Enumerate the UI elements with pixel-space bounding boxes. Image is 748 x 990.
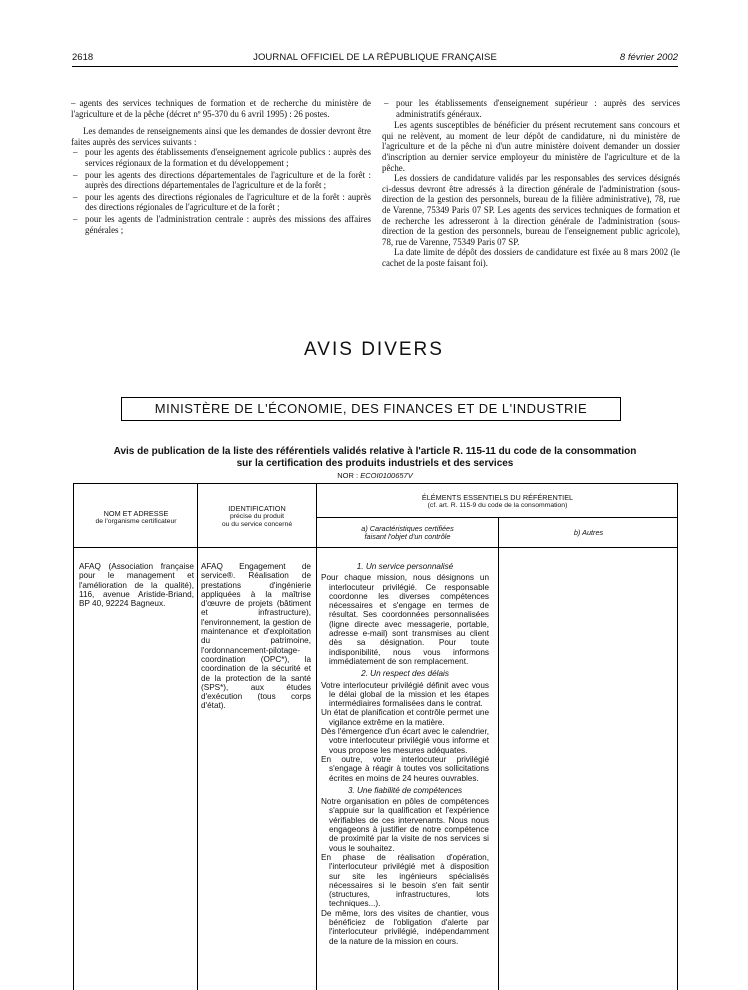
list-item: – agents des services techniques de formation et de recherche du ministère de l'agriculture et de la pêche (décret nº 95-370 du 6 avril 1995) : 26 postes. (71, 98, 371, 119)
row-divider (74, 547, 678, 548)
paragraph: En phase de réalisation d'opération, l'interlocuteur privilégié met à disposition sur site les ingénieurs spécialisés nécessaires si le besoin s'en fait sentir (structures, infrastructures, lots techniques...). (321, 852, 489, 909)
column-header-identification: IDENTIFICATION précise du produit ou du service concerné (221, 504, 293, 529)
page-number: 2618 (72, 52, 94, 63)
paragraph: Les agents susceptibles de bénéficier du présent recrutement sans concours et qui ne relèvent, au moment de leur dépôt de candidature, ni du ministère de l'agriculture et de la pêche ni d'un autre ministère doivent demander un dossier d'inscription au dernier service employeur du ministère de l'agriculture et de la pêche. (382, 120, 680, 173)
paragraph: En outre, votre interlocuteur privilégié s'engage à réagir à toutes vos sollicitations écrites en moins de 24 heures ouvrables. (321, 754, 489, 783)
list-item: – pour les agents des directions départementales de l'agriculture et de la forêt : auprès des directions départementales de l'agriculture et de la forêt ; (73, 169, 371, 191)
column-header-caracteristiques: a) Caractéristiques certifiées faisant l'objet d'un contrôle (361, 524, 454, 542)
paragraph: Les dossiers de candidature validés par les responsables des services désignés ci-dessus devront être adressés à la direction générale de l'administration (sous-direction de la gestion des personnels, bureau de la filière administrative), 78, rue de Varenne, 75349 Paris 07 SP. Les agents des services techniques de formation et de recherche les adresseront à la direction générale de l'administration (sous-direction de la gestion des personnels, bureau de l'enseignement public agricole), 78, rue de Varenne, 75349 Paris 07 SP. (382, 173, 680, 247)
left-column (71, 98, 371, 236)
list-item: – pour les agents des directions régionales de l'agriculture et de la forêt : auprès des directions régionales de l'agriculture et de la forêt ; (73, 191, 371, 213)
cell-caracteristiques (321, 562, 489, 946)
running-header (72, 52, 678, 64)
column-divider (316, 484, 317, 990)
paragraph: Dès l'émergence d'un écart avec le calendrier, votre interlocuteur privilégié vous informe et vous propose les mesures adéquates. (321, 727, 489, 755)
column-divider (197, 484, 198, 990)
column-divider (498, 517, 499, 990)
paragraph: De même, lors des visites de chantier, vous bénéficiez de l'obligation d'alerte par l'interlocuteur privilégié, indépendamment de la nature de la mission en cours. (321, 908, 489, 946)
journal-title: JOURNAL OFFICIEL DE LA RÉPUBLIQUE FRANÇAISE (253, 52, 497, 63)
right-column (382, 98, 680, 269)
paragraph: La date limite de dépôt des dossiers de candidature est fixée au 8 mars 2002 (le cachet de la poste faisant foi). (382, 247, 680, 268)
issue-date: 8 février 2002 (619, 52, 678, 63)
list-item: – pour les établissements d'enseignement supérieur : auprès des services administratifs généraux. (384, 98, 680, 119)
section-title: 1. Un service personnalisé (356, 562, 454, 571)
paragraph: Pour chaque mission, nous désignons un interlocuteur privilégié. Ce responsable coordonne les diverses compétences nécessaires et s'engage en termes de résultat. Ses coordonnées personnalisées (ligne directe avec messagerie, portable, adresse e-mail) sont transmises au client dès sa désignation. Pour toute indisponibilité, nous vous informons immédiatement de son remplacement. (321, 573, 489, 666)
paragraph: Notre organisation en pôles de compétences s'appuie sur la qualification et l'expérience vérifiables de ces intervenants. Nous nous engageons à justifier de notre compétence de proximité par la visite de nos services si vous le souhaitez. (321, 797, 489, 853)
nor-reference: NOR : ECOI0100657V (337, 471, 413, 480)
section-title: 2. Un respect des délais (361, 669, 449, 679)
referentiels-table (73, 483, 678, 990)
section-heading: AVIS DIVERS (304, 339, 444, 360)
column-header-organisme: NOM ET ADRESSE de l'organisme certificateur (95, 509, 177, 526)
services-list (71, 147, 371, 235)
paragraph: Votre interlocuteur privilégié définit avec vous le délai global de la mission et les étapes intermédiaires formalisées dans le contrat. (321, 680, 489, 709)
publication-title: Avis de publication de la liste des référentiels validés relative à l'article R. 115-11 du code de la consommation sur la certification des produits industriels et des services (113, 446, 637, 469)
paragraph: Un état de planification et contrôle permet une vigilance extrême en la matière. (321, 708, 489, 727)
section-title: 3. Une fiabilité de compétences (347, 785, 463, 795)
column-header-autres: b) Autres (573, 528, 604, 537)
list-item: – pour les agents des établissements d'enseignement agricole publics : auprès des services régionaux de la formation et du développement ; (73, 147, 371, 168)
group-header-elements: ÉLÉMENTS ESSENTIELS DU RÉFÉRENTIEL (cf. art. R. 115-9 du code de la consommation) (421, 493, 574, 510)
paragraph: Les demandes de renseignements ainsi que les demandes de dossier devront être faites auprès des services suivants : (71, 126, 371, 147)
cell-identification: AFAQ Engagement de service®. Réalisation de prestations d'ingénierie appliquées à la maîtrise d'œuvre de projets (bâtiment et infrastructure), l'environnement, la gestion de maintenance et d'exploitation du patrimoine, l'ordonnancement-pilotage-coordination (OPC*), la coordination de la sécurité et de la protection de la santé (SPS*), aux études d'exécution (tous corps d'état). (201, 562, 311, 711)
row-divider (316, 517, 678, 518)
cell-organisme: AFAQ (Association française pour le management et l'amélioration de la qualité), 116, avenue Aristide-Briand, BP 40, 92224 Bagneux. (79, 562, 194, 609)
header-rule (72, 66, 678, 67)
list-item: – pour les agents de l'administration centrale : auprès des missions des affaires générales ; (73, 213, 371, 235)
ministry-box: MINISTÈRE DE L'ÉCONOMIE, DES FINANCES ET DE L'INDUSTRIE (121, 397, 621, 421)
